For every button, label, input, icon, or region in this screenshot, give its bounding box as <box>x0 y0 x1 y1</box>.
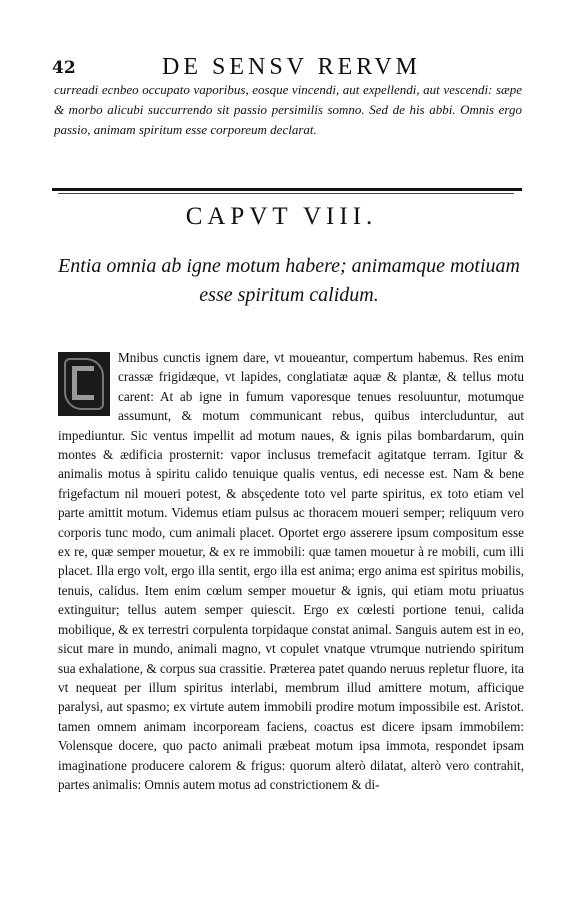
decorated-initial-icon <box>58 352 110 416</box>
running-head: DE SENSV RERVM <box>162 54 422 80</box>
chapter-body-text: Mnibus cunctis ignem dare, vt moueantur, compertum habemus. Res enim crassæ frigidæque, vt lapides, conglatiatæ aquæ & plantæ, & tellus motu carent: At ab igne in fumum vaporesque tenues resoluuntur, motumque assumunt, & motum communicant rebus, quibus intercluduntur, aut impediuntur. Sic ventus impellit ad motum naues, & ignis pilas bombardarum, quin montes & ædificia prosternit: vapor inclusus tremefacit agitatque terram. Igitur & animalis motus à spiritu calido tenuique qualis ventus, edi necesse est. Nam & bene frigefactum nil moueri potest, & absçedente toto vel parte spiritus, ex toto etiam vel parte amittit motum. Videmus etiam pulsus ac thoracem moueri semper; reliquum vero corporis tunc modo, cum animali placet. Oportet ergo asserere ipsum compositum esse ex re, quæ semper mouetur, & ex re immobili: quæ tamen mouetur à re mobili, cum illi placet. Illa ergo volt, ergo illa sentit, ergo illa est anima; ergo anima est spiritus mobilis, tenuis, calidus. Item enim cœlum semper mouetur & ignis, qui etiam motu priuatus extinguitur; tellus autem semper quiescit. Ergo ex cœlesti portione tenui, calida mobilique, & ex terrestri corpulenta torpidaque constat animal. Sanguis autem est in eo, sicut mare in mundo, animali magno, vt copulet vnatque vtrumque nutriendo spiritum sua exhalatione, & corpus sua crassitie. Præterea patet quando neruus repletur fluore, ita vt nequeat per illum spiritus interlabi, membrum illud amittere motum, afficique paralysi, aut spasmo; ex virtute autem immobili prodire motum impossibile est. Aristot. tamen omnem animam incorpoream faciens, coactus est dicere ipsam immobilem: Volensque docere, quo pacto animali præbeat motum ipsa immota, respondet ipsam imaginatione producere calorem & frigus: quorum alterò dilatat, alterò vero contrahit, partes animalis: Omnis autem motus ad constrictionem & di- <box>58 350 524 792</box>
decorated-initial-letter <box>58 352 110 416</box>
chapter-title: CAPVT VIII. <box>185 203 378 230</box>
section-divider-thin <box>58 193 514 194</box>
page-number: 42 <box>52 58 76 78</box>
page-header <box>52 54 522 82</box>
chapter-subtitle: Entia omnia ab igne motum habere; animamque motiuam esse spiritum calidum. <box>58 255 520 306</box>
chapter-body <box>58 348 524 794</box>
section-divider <box>52 188 522 191</box>
previous-chapter-text: curreadi ecnbeo occupato vaporibus, eosque vincendi, aut expellendi, aut vescendi: sæpe & morbo alicubi succurrendo sit passio persimilis somno. Sed de his abbi. Omnis ergo passio, animam spiritum esse corporeum declarat. <box>54 82 522 137</box>
